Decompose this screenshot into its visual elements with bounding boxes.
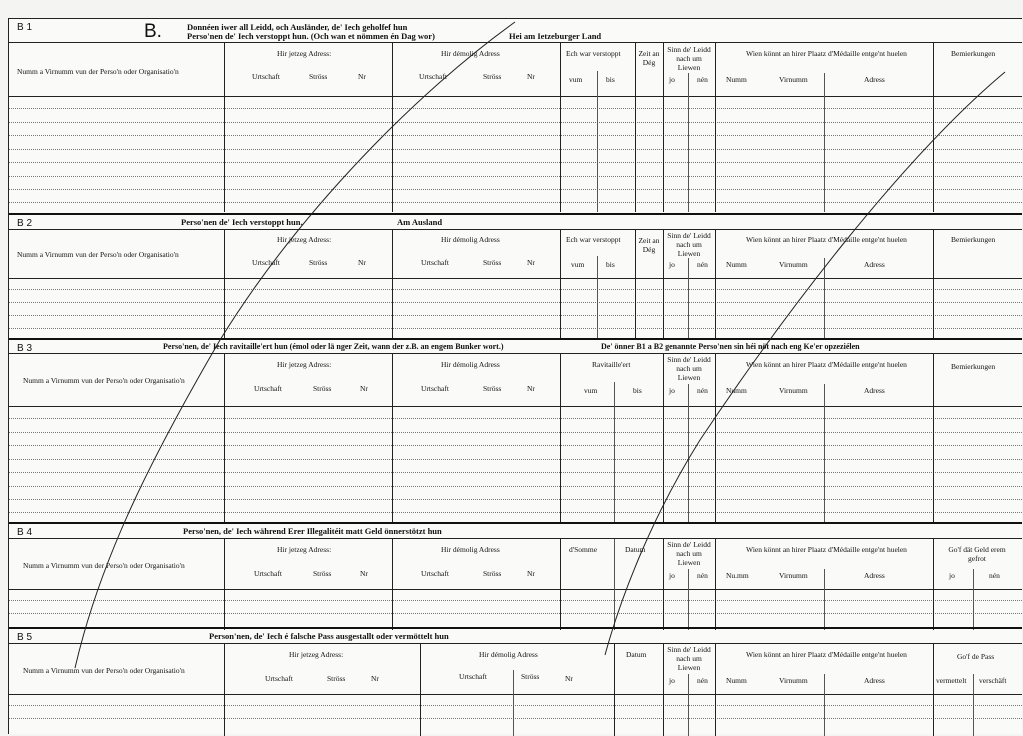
form-letter: B.	[144, 21, 162, 42]
alive-header: Sinn de' Leidd nach um Liewen	[667, 355, 711, 382]
bis-header: bis	[606, 260, 615, 269]
nr-header: Nr	[360, 569, 368, 578]
remarks-header: Bemierkungen	[951, 49, 996, 58]
current-address-header: Hir jetzeg Adress:	[277, 545, 332, 554]
current-address-header: Hir jetzeg Adress:	[289, 650, 344, 659]
virnumm-header: Virnumm	[779, 75, 808, 84]
medal-header: Wien könnt an hirer Plaatz d'Médaille entge'nt huelen	[746, 235, 907, 244]
vum-header: vum	[571, 260, 585, 269]
jo-header: jo	[669, 676, 675, 685]
adress-header: Adress	[864, 676, 885, 685]
bis-header: bis	[606, 75, 615, 84]
datum-header: Datum	[626, 650, 647, 659]
section-location: Hei am Ietzeburger Land	[509, 31, 602, 41]
former-address-header: Hir démolig Adress	[441, 235, 500, 244]
ort-header: Urtschaft	[254, 569, 282, 578]
zeit-header: Zeit an Dég	[638, 49, 660, 67]
nen-header: nén	[697, 260, 708, 269]
name-column-header: Numm a Virnumm vun der Perso'n oder Organisatio'n	[17, 67, 179, 76]
ort-header: Urtschaft	[265, 674, 293, 683]
section-id: B 1	[17, 22, 33, 33]
adress-header: Adress	[864, 386, 885, 395]
ort-header-2: Urtschaft	[421, 569, 449, 578]
vum-header: vum	[584, 386, 598, 395]
virnumm-header: Virnumm	[779, 571, 808, 580]
ort-header-2: Urtschaft	[459, 672, 487, 681]
name-column-header: Numm a Virnumm vun der Perso'n oder Organisatio'n	[23, 666, 185, 675]
hidden-header: Ech war verstoppt	[566, 49, 621, 58]
nr-header: Nr	[358, 258, 366, 267]
stross-header-2: Ströss	[483, 569, 502, 578]
versch-header: verschäft	[979, 676, 1007, 685]
stross-header: Ströss	[313, 569, 332, 578]
numm-header: Nu.mm	[726, 571, 749, 580]
adress-header: Adress	[864, 260, 885, 269]
stross-header: Ströss	[309, 72, 328, 81]
ort-header: Urtschaft	[252, 258, 280, 267]
section-b4	[9, 522, 1022, 630]
section-title: Perso'nen de' Iech verstoppt hun.	[181, 217, 303, 227]
name-column-header: Numm a Virnumm vun der Perso'n oder Organisatio'n	[23, 376, 185, 385]
alive-header: Sinn de' Leidd nach um Liewen	[667, 231, 711, 258]
jo-header: jo	[669, 75, 675, 84]
stross-header-2: Ströss	[483, 72, 502, 81]
verm-header: vermettelt	[936, 676, 967, 685]
section-subtitle: Perso'nen de' Iech verstoppt hun. (Och wan et nömmen én Dag wor)	[187, 31, 435, 41]
jo-header: jo	[669, 260, 675, 269]
adress-header: Adress	[864, 75, 885, 84]
section-id: B 2	[17, 218, 33, 229]
nen-header: nén	[697, 571, 708, 580]
nr-header-2: Nr	[527, 569, 535, 578]
header-row	[9, 643, 1022, 695]
ravit-header: Ravitaille'ert	[592, 360, 631, 369]
stross-header-2: Ströss	[521, 672, 540, 681]
header-row	[9, 42, 1022, 97]
current-address-header: Hir jetzeg Adress:	[277, 49, 332, 58]
section-b1	[9, 19, 1022, 214]
numm-header: Numm	[726, 676, 747, 685]
former-address-header: Hir démolig Adress	[441, 545, 500, 554]
jo-header: jo	[669, 571, 675, 580]
nen-header: nén	[697, 75, 708, 84]
section-title: Donnéen iwer all Leidd, och Ausländer, de' Iech geholfef hun	[187, 22, 408, 32]
virnumm-header: Virnumm	[779, 386, 808, 395]
medal-header: Wien könnt an hirer Plaatz d'Médaille entge'nt huelen	[746, 49, 907, 58]
stross-header: Ströss	[313, 384, 332, 393]
nr-header: Nr	[360, 384, 368, 393]
former-address-header: Hir démolig Adress	[479, 650, 538, 659]
section-id: B 5	[17, 632, 33, 643]
section-id: B 3	[17, 343, 33, 354]
former-address-header: Hir démolig Adress	[441, 360, 500, 369]
numm-header: Numm	[726, 75, 747, 84]
form-page	[8, 18, 1022, 734]
former-address-header: Hir démolig Adress	[441, 49, 500, 58]
numm-header: Numm	[726, 260, 747, 269]
stross-header: Ströss	[327, 674, 346, 683]
header-row	[9, 538, 1022, 590]
section-title: Person'nen, de' Iech é falsche Pass ausgestallt oder vermöttelt hun	[209, 631, 449, 641]
ort-header-2: Urtschaft	[421, 384, 449, 393]
adress-header: Adress	[864, 571, 885, 580]
nr-header: Nr	[358, 72, 366, 81]
section-b2	[9, 213, 1022, 340]
virnumm-header: Virnumm	[779, 260, 808, 269]
medal-header: Wien könnt an hirer Plaatz d'Médaille entge'nt huelen	[746, 650, 907, 659]
ort-header: Urtschaft	[252, 72, 280, 81]
somme-header: d'Somme	[569, 545, 598, 554]
alive-header: Sinn de' Leidd nach um Liewen	[667, 45, 711, 72]
bis-header: bis	[633, 386, 642, 395]
vum-header: vum	[569, 75, 583, 84]
section-id: B 4	[17, 527, 33, 538]
header-row	[9, 353, 1022, 407]
nen-header: nén	[697, 386, 708, 395]
geld-header: Go'f dät Geld erem gefrot	[948, 545, 1006, 563]
remarks-header: Bemierkungen	[951, 235, 996, 244]
section-title: Perso'nen, de' Iech während Erer Illegalitéit matt Geld önnerstötzt hun	[183, 526, 442, 536]
nr-header-2: Nr	[527, 258, 535, 267]
nr-header: Nr	[371, 674, 379, 683]
nr-header-2: Nr	[527, 384, 535, 393]
nen-header: nén	[697, 676, 708, 685]
alive-header: Sinn de' Leidd nach um Liewen	[667, 540, 711, 567]
stross-header-2: Ströss	[483, 384, 502, 393]
stross-header-2: Ströss	[483, 258, 502, 267]
datum-header: Datum	[625, 545, 646, 554]
pass-header: Go'f de Pass	[957, 652, 995, 661]
zeit-header: Zeit an Dég	[638, 236, 660, 254]
ort-header-2: Urtschaft	[419, 72, 447, 81]
current-address-header: Hir jetzeg Adress:	[277, 235, 332, 244]
jo-header: jo	[669, 386, 675, 395]
medal-header: Wien könnt an hirer Plaatz d'Médaille entge'nt huelen	[746, 545, 907, 554]
section-location: Am Ausland	[397, 217, 443, 227]
ort-header-2: Urtschaft	[421, 258, 449, 267]
nen-header-2: nén	[989, 571, 1000, 580]
header-row	[9, 229, 1022, 279]
remarks-header: Bemierkungen	[951, 362, 996, 371]
virnumm-header: Virnumm	[779, 676, 808, 685]
section-b3	[9, 338, 1022, 524]
ort-header: Urtschaft	[254, 384, 282, 393]
jo-header-2: jo	[949, 571, 955, 580]
alive-header: Sinn de' Leidd nach um Liewen	[667, 645, 711, 672]
hidden-header: Ech war verstoppt	[566, 235, 621, 244]
section-note: De' önner B1 a B2 genannte Perso'nen sin héi nöt nach eng Ke'er opzeziélen	[601, 342, 860, 351]
name-column-header: Numm a Virnumm vun der Perso'n oder Organisatio'n	[17, 250, 179, 259]
current-address-header: Hir jetzeg Adress:	[277, 360, 332, 369]
name-column-header: Numm a Virnumm vun der Perso'n oder Organisatio'n	[23, 561, 185, 570]
stross-header: Ströss	[309, 258, 328, 267]
nr-header-2: Nr	[527, 72, 535, 81]
medal-header: Wien könnt an hirer Plaatz d'Médaille entge'nt huelen	[746, 360, 907, 369]
section-title: Perso'nen, de' Iech ravitaille'ert hun (émol oder lä nger Zeit, wann der z.B. an engem Bunker wort.)	[163, 342, 504, 351]
numm-header: Numm	[726, 386, 747, 395]
section-b5	[9, 627, 1022, 736]
nr-header-2: Nr	[565, 674, 573, 683]
